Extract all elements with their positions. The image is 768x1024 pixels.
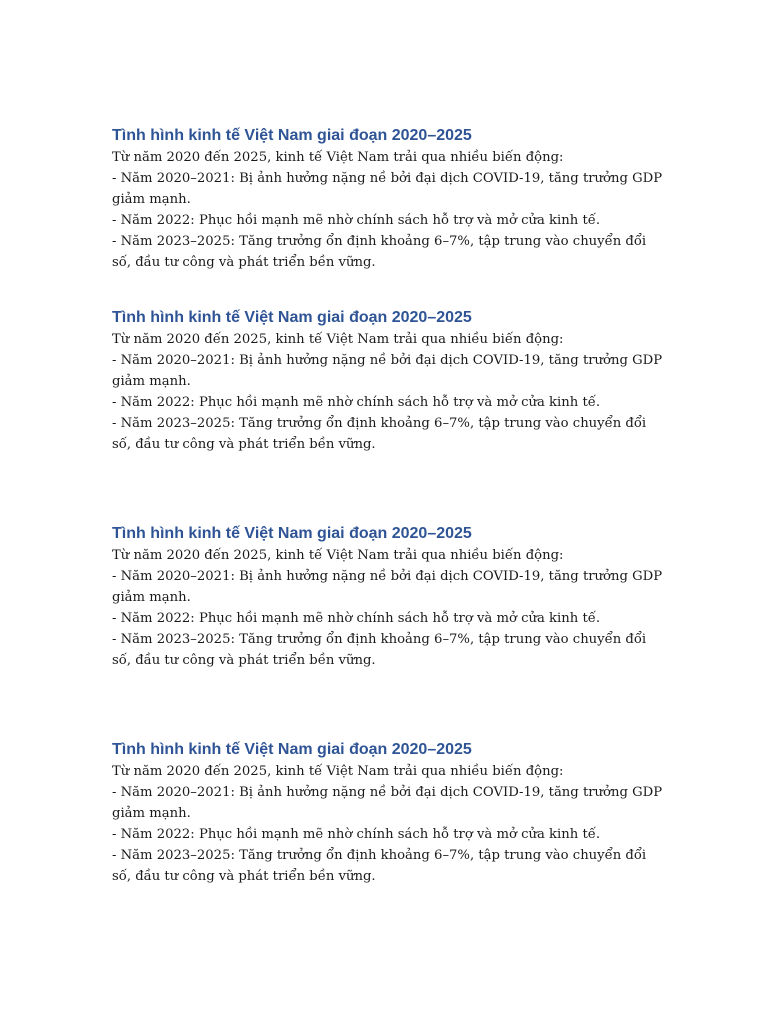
intro-line: Từ năm 2020 đến 2025, kinh tế Việt Nam trải qua nhiều biến động: [112,764,564,779]
section-2 [112,307,672,455]
section-body [112,545,672,671]
list-item-2022: - Năm 2022: Phục hồi mạnh mẽ nhờ chính sách hỗ trợ và mở cửa kinh tế. [112,213,601,228]
section-heading: Tình hình kinh tế Việt Nam giai đoạn 2020–2025 [112,127,472,144]
section-4 [112,739,672,887]
section-heading: Tình hình kinh tế Việt Nam giai đoạn 2020–2025 [112,309,472,326]
section-1 [112,125,672,273]
intro-line: Từ năm 2020 đến 2025, kinh tế Việt Nam trải qua nhiều biến động: [112,332,564,347]
list-item-2023-2025-cont: số, đầu tư công và phát triển bền vững. [112,653,376,668]
section-heading: Tình hình kinh tế Việt Nam giai đoạn 2020–2025 [112,525,472,542]
list-item-2023-2025: - Năm 2023–2025: Tăng trưởng ổn định khoảng 6–7%, tập trung vào chuyển đổi [112,416,647,431]
list-item-2020-2021-cont: giảm mạnh. [112,590,191,605]
list-item-2020-2021: - Năm 2020–2021: Bị ảnh hưởng nặng nề bởi đại dịch COVID-19, tăng trưởng GDP [112,569,663,584]
list-item-2020-2021-cont: giảm mạnh. [112,806,191,821]
list-item-2020-2021: - Năm 2020–2021: Bị ảnh hưởng nặng nề bởi đại dịch COVID-19, tăng trưởng GDP [112,171,663,186]
list-item-2020-2021-cont: giảm mạnh. [112,192,191,207]
section-body [112,329,672,455]
list-item-2022: - Năm 2022: Phục hồi mạnh mẽ nhờ chính sách hỗ trợ và mở cửa kinh tế. [112,611,601,626]
list-item-2020-2021: - Năm 2020–2021: Bị ảnh hưởng nặng nề bởi đại dịch COVID-19, tăng trưởng GDP [112,353,663,368]
intro-line: Từ năm 2020 đến 2025, kinh tế Việt Nam trải qua nhiều biến động: [112,150,564,165]
intro-line: Từ năm 2020 đến 2025, kinh tế Việt Nam trải qua nhiều biến động: [112,548,564,563]
list-item-2023-2025: - Năm 2023–2025: Tăng trưởng ổn định khoảng 6–7%, tập trung vào chuyển đổi [112,848,647,863]
list-item-2023-2025-cont: số, đầu tư công và phát triển bền vững. [112,255,376,270]
list-item-2022: - Năm 2022: Phục hồi mạnh mẽ nhờ chính sách hỗ trợ và mở cửa kinh tế. [112,827,601,842]
list-item-2022: - Năm 2022: Phục hồi mạnh mẽ nhờ chính sách hỗ trợ và mở cửa kinh tế. [112,395,601,410]
list-item-2023-2025-cont: số, đầu tư công và phát triển bền vững. [112,869,376,884]
list-item-2023-2025-cont: số, đầu tư công và phát triển bền vững. [112,437,376,452]
section-3 [112,523,672,671]
section-body [112,761,672,887]
list-item-2023-2025: - Năm 2023–2025: Tăng trưởng ổn định khoảng 6–7%, tập trung vào chuyển đổi [112,234,647,249]
list-item-2020-2021: - Năm 2020–2021: Bị ảnh hưởng nặng nề bởi đại dịch COVID-19, tăng trưởng GDP [112,785,663,800]
list-item-2020-2021-cont: giảm mạnh. [112,374,191,389]
list-item-2023-2025: - Năm 2023–2025: Tăng trưởng ổn định khoảng 6–7%, tập trung vào chuyển đổi [112,632,647,647]
section-heading: Tình hình kinh tế Việt Nam giai đoạn 2020–2025 [112,741,472,758]
section-body [112,147,672,273]
